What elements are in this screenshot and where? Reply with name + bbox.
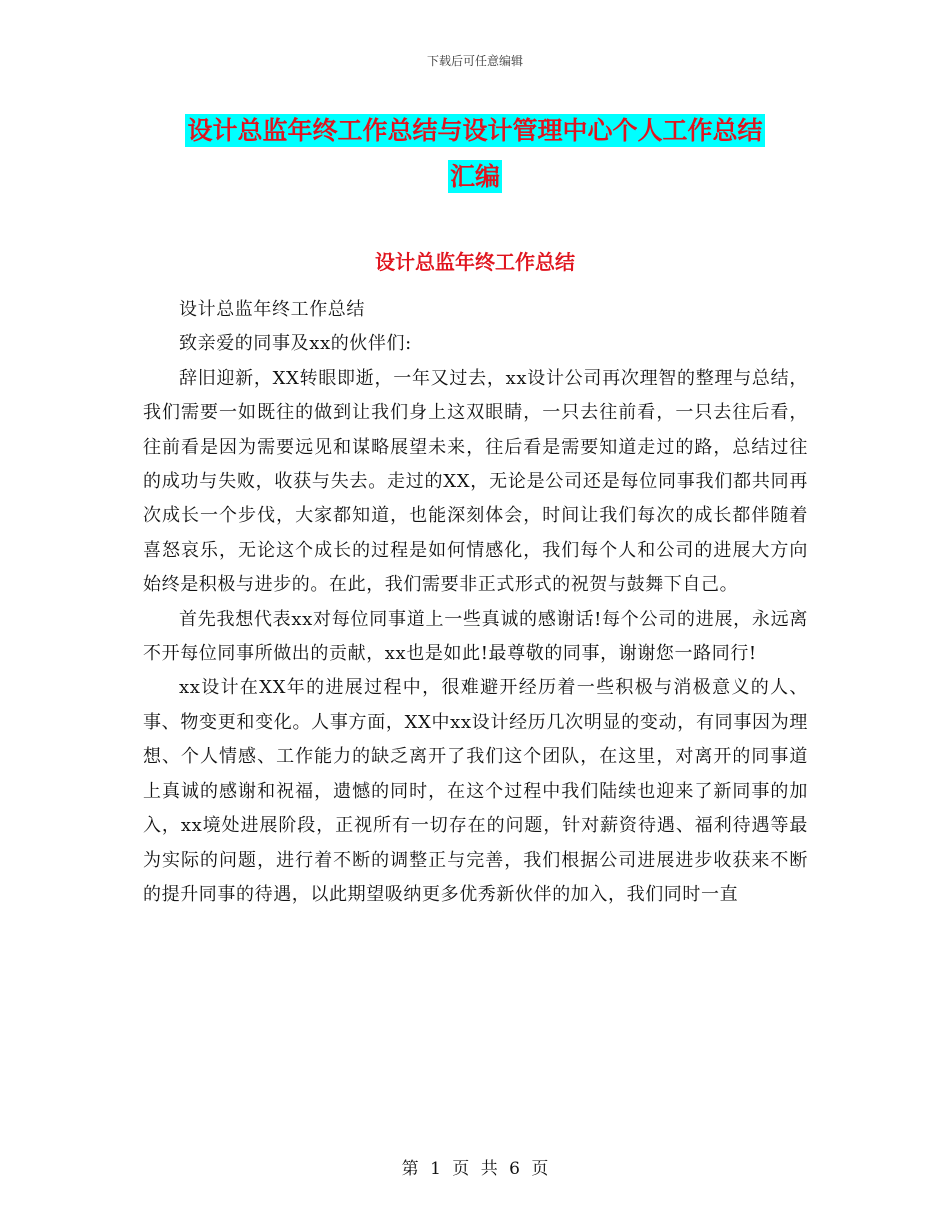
page-header-note: 下载后可任意编辑 xyxy=(426,54,523,68)
document-title-line-1: 设计总监年终工作总结与设计管理中心个人工作总结 xyxy=(187,116,763,145)
paragraph-body: 辞旧迎新，XX转眼即逝，一年又过去，xx设计公司再次理智的整理与总结，我们需要一如既往的做到让我们身上这双眼睛，一只去往前看，一只去往后看，往前看是因为需要远见和谋略展望未来，往后看是需要知道走过的路，总结过往的成功与失败，收获与失去。走过的XX，无论是公司还是每位同事我们都共同再次成长一个步伐，大家都知道，也能深刻体会，时间让我们每次的成长都伴随着喜怒哀乐，无论这个成长的过程是如何情感化，我们每个人和公司的进展大方向始终是积极与进步的。在此，我们需要非正式形式的祝贺与鼓舞下自己。 xyxy=(143,367,808,596)
paragraph-salutation: 致亲爱的同事及xx的伙伴们: xyxy=(179,333,412,355)
page-number-footer: 第 1 页 共 6 页 xyxy=(401,1159,549,1179)
paragraph-body: 首先我想代表xx对每位同事道上一些真诚的感谢话!每个公司的进展，永远离不开每位同事所做出的贡献，xx也是如此!最尊敬的同事，谢谢您一路同行! xyxy=(143,608,808,665)
document-body xyxy=(143,293,808,912)
paragraph-subtitle: 设计总监年终工作总结 xyxy=(179,299,365,320)
section-title: 设计总监年终工作总结 xyxy=(375,250,575,274)
document-title-line-2: 汇编 xyxy=(449,162,500,191)
paragraph-body: xx设计在XX年的进展过程中，很难避开经历着一些积极与消极意义的人、事、物变更和变化。人事方面，XX中xx设计经历几次明显的变动，有同事因为理想、个人情感、工作能力的缺乏离开了我们这个团队，在这里，对离开的同事道上真诚的感谢和祝福，遗憾的同时，在这个过程中我们陆续也迎来了新同事的加入，xx境处进展阶段，正视所有一切存在的问题，针对薪资待遇、福利待遇等最为实际的问题，进行着不断的调整正与完善，我们根据公司进展进步收获来不断的提升同事的待遇，以此期望吸纳更多优秀新伙伴的加入，我们同时一直 xyxy=(143,677,808,905)
document-title xyxy=(0,108,950,200)
